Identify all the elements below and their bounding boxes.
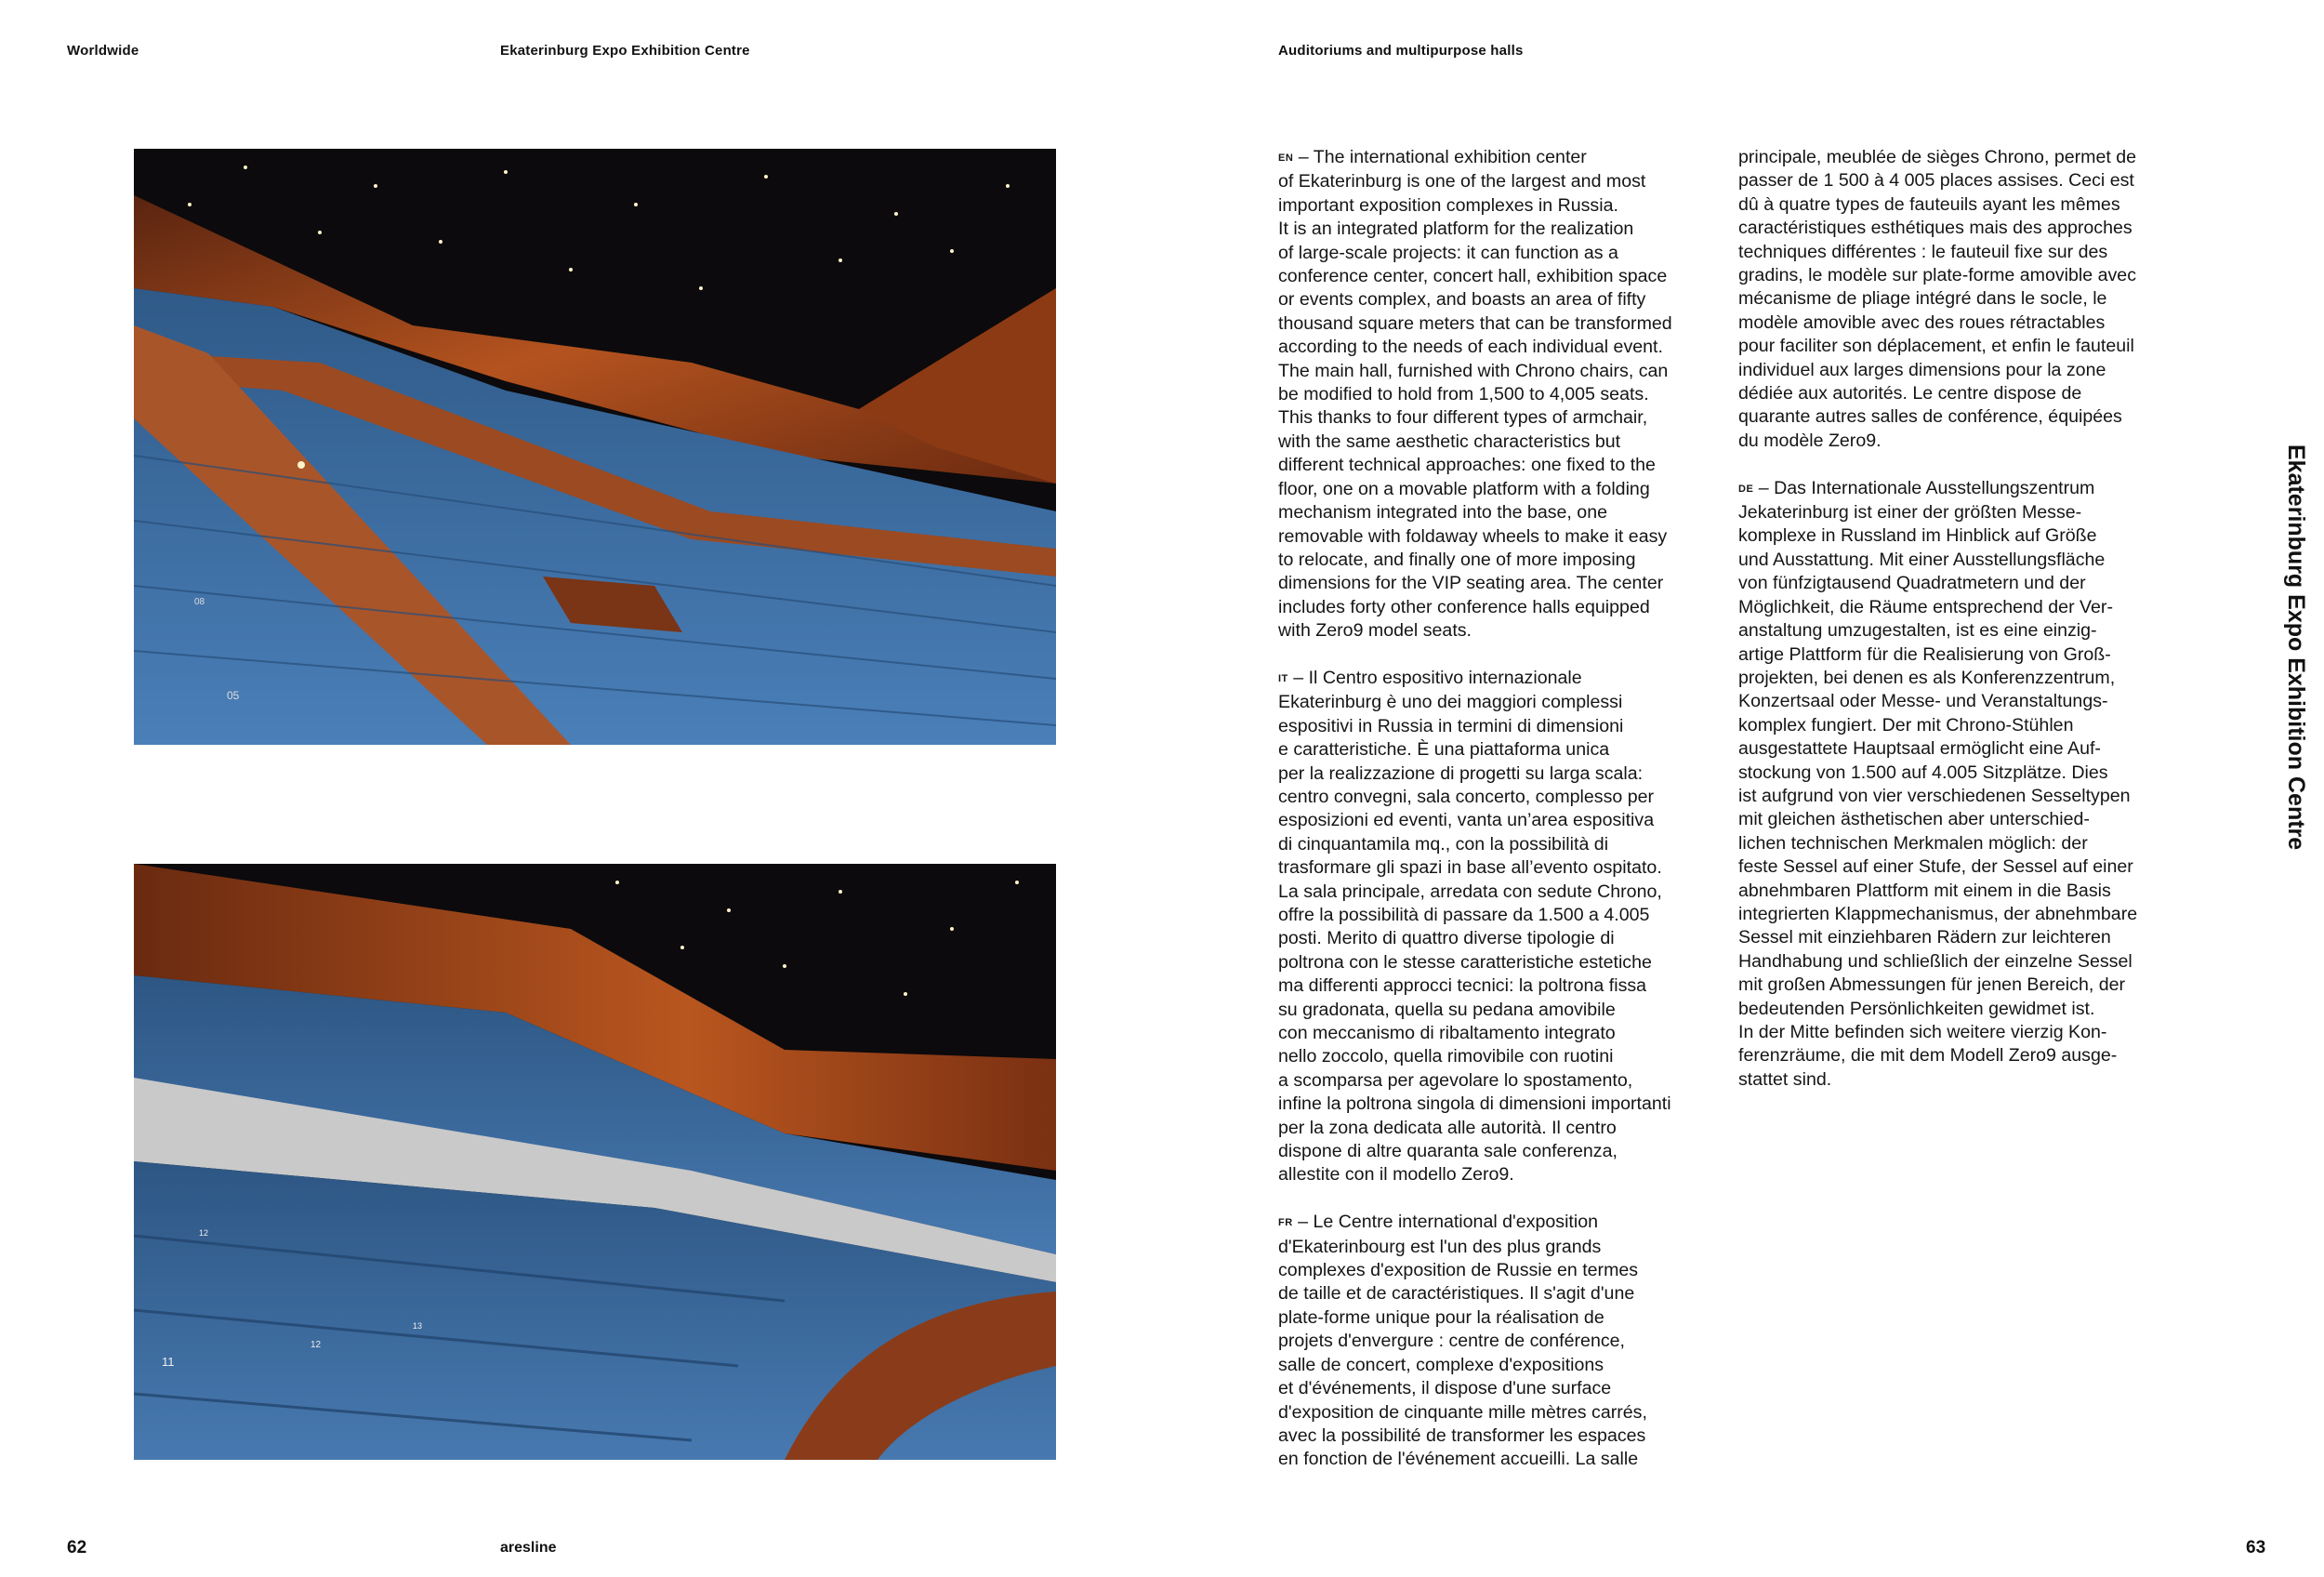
text-line	[1738, 572, 2185, 595]
text-line	[1278, 478, 1724, 501]
line-text: artige Plattform für die Realisierung von Groß-	[1738, 643, 2111, 665]
side-title-text: Ekaterinburg Expo Exhibition Centre	[2283, 444, 2309, 851]
text-line	[1278, 525, 1724, 549]
line-text: dispone di altre quaranta sale conferenza,	[1278, 1141, 1618, 1162]
line-text: – Il Centro espositivo internazionale	[1293, 667, 1582, 688]
text-line	[1738, 974, 2185, 997]
text-line	[1738, 359, 2185, 382]
line-text: poltrona con le stesse caratteristiche estetiche	[1278, 951, 1652, 973]
line-text: salle de concert, complexe d'expositions	[1278, 1354, 1604, 1375]
line-text: infine la poltrona singola di dimensioni importanti	[1278, 1093, 1671, 1115]
text-line	[1278, 1117, 1724, 1140]
text-line	[1278, 572, 1724, 595]
text-line	[1738, 524, 2185, 548]
text-line	[1738, 1021, 2185, 1044]
auditorium-photo-2	[134, 864, 1056, 1460]
text-line	[1278, 619, 1724, 643]
page-number-right: 63	[2246, 1538, 2266, 1557]
line-text: allestite con il modello Zero9.	[1278, 1164, 1514, 1186]
language-tag: IT	[1278, 672, 1288, 684]
text-line	[1278, 1282, 1724, 1305]
line-text: en fonction de l'événement accueilli. La salle	[1278, 1449, 1639, 1470]
line-text: Jekaterinburg ist einer der größten Messe-	[1738, 502, 2082, 523]
line-text: gradins, le modèle sur plate-forme amovible avec	[1738, 265, 2137, 286]
text-line	[1278, 1093, 1724, 1116]
text-line	[1738, 596, 2185, 619]
line-text: In der Mitte befinden sich weitere vierzig Kon-	[1738, 1022, 2107, 1043]
line-text: floor, one on a movable platform with a folding	[1278, 478, 1650, 499]
line-text: according to the needs of each individual event.	[1278, 337, 1663, 358]
line-text: Handhabung und schließlich der einzelne Sessel	[1738, 950, 2133, 972]
line-text: espositivi in Russia in termini di dimensioni	[1278, 715, 1624, 736]
text-line	[1278, 194, 1724, 218]
line-text: anstaltung umzugestalten, ist es eine einzig-	[1738, 620, 2097, 642]
text-line	[1738, 619, 2185, 643]
line-text: La sala principale, arredata con sedute Chrono,	[1278, 881, 1662, 902]
text-line	[1278, 1401, 1724, 1425]
line-text: komplex fungiert. Der mit Chrono-Stühlen	[1738, 714, 2074, 735]
running-title-left: Ekaterinburg Expo Exhibition Centre	[500, 43, 750, 59]
paragraph-it	[1278, 667, 1724, 1187]
text-line	[1738, 785, 2185, 808]
text-line	[1278, 786, 1724, 809]
line-text: dû à quatre types de fauteuils ayant les mêmes	[1738, 193, 2120, 215]
text-line	[1738, 762, 2185, 785]
text-line	[1738, 1068, 2185, 1092]
line-text: su gradonata, quella su pedana amovibile	[1278, 999, 1616, 1020]
text-column-2	[1738, 146, 2185, 1116]
line-text: offre la possibilità di passare da 1.500 a 4.005	[1278, 904, 1650, 925]
text-line	[1278, 951, 1724, 974]
line-text: modèle amovible avec des roues rétractables	[1738, 311, 2106, 333]
line-text: d'Ekaterinbourg est l'un des plus grands	[1278, 1236, 1602, 1257]
text-line	[1278, 904, 1724, 927]
line-text: dimensions for the VIP seating area. The center	[1278, 573, 1664, 594]
text-line	[1738, 169, 2185, 192]
line-text: of large-scale projects: it can function as a	[1278, 242, 1618, 263]
text-line	[1278, 383, 1724, 406]
text-line	[1738, 477, 2185, 501]
line-text: du modèle Zero9.	[1738, 430, 1882, 451]
text-line	[1278, 1236, 1724, 1259]
line-text: different technical approaches: one fixed to the	[1278, 455, 1656, 476]
text-line	[1278, 667, 1724, 691]
text-line	[1738, 241, 2185, 264]
line-text: – Das Internationale Ausstellungszentrum	[1758, 477, 2095, 498]
line-text: feste Sessel auf einer Stufe, der Sessel auf einer	[1738, 856, 2133, 878]
seat-number: 13	[413, 1321, 423, 1331]
line-text: di cinquantamila mq., con la possibilità di	[1278, 833, 1609, 855]
text-line	[1278, 1259, 1724, 1282]
text-line	[1738, 880, 2185, 903]
language-tag: FR	[1278, 1217, 1293, 1229]
line-text: – Le Centre international d'exposition	[1298, 1212, 1599, 1233]
text-line	[1278, 312, 1724, 336]
line-text: Sessel mit einziehbaren Rädern zur leichteren	[1738, 927, 2111, 948]
line-text: passer de 1 500 à 4 005 places assises. Ceci est	[1738, 170, 2134, 192]
text-line	[1278, 1022, 1724, 1045]
line-text: techniques différentes : le fauteuil fixe sur des	[1738, 241, 2108, 262]
text-line	[1738, 690, 2185, 713]
text-line	[1738, 998, 2185, 1021]
text-line	[1738, 832, 2185, 855]
text-line	[1278, 1045, 1724, 1068]
text-line	[1278, 288, 1724, 311]
text-line	[1278, 501, 1724, 524]
page-number-left: 62	[67, 1538, 87, 1557]
text-line	[1278, 1163, 1724, 1186]
text-line	[1738, 714, 2185, 737]
line-text: with the same aesthetic characteristics but	[1278, 431, 1621, 452]
text-line	[1278, 691, 1724, 714]
line-text: Konzertsaal oder Messe- und Veranstaltungs-	[1738, 691, 2108, 712]
line-text: thousand square meters that can be transformed	[1278, 312, 1672, 334]
line-text: ferenzräume, die mit dem Modell Zero9 ausge-	[1738, 1045, 2118, 1067]
text-line	[1278, 1330, 1724, 1353]
text-line	[1738, 667, 2185, 690]
line-text: This thanks to four different types of armchair,	[1278, 407, 1648, 429]
line-text: e caratteristiche. È una piattaforma unica	[1278, 739, 1610, 761]
text-line	[1738, 146, 2185, 169]
text-line	[1278, 1448, 1724, 1471]
text-line	[1278, 454, 1724, 477]
line-text: mit gleichen ästhetischen aber unterschied-	[1738, 809, 2090, 830]
line-text: plate-forme unique pour la réalisation de	[1278, 1306, 1604, 1328]
line-text: individuel aux larges dimensions pour la zone	[1738, 359, 2106, 380]
line-text: integrierten Klappmechanismus, der abnehmbare	[1738, 903, 2138, 924]
text-line	[1738, 382, 2185, 405]
line-text: principale, meublée de sièges Chrono, permet de	[1738, 147, 2137, 167]
line-text: a scomparsa per agevolare lo spostamento,	[1278, 1069, 1633, 1091]
line-text: Ekaterinburg è uno dei maggiori complessi	[1278, 692, 1623, 713]
text-line	[1278, 360, 1724, 383]
text-line	[1278, 715, 1724, 738]
section-label-right: Auditoriums and multipurpose halls	[1278, 43, 1524, 59]
text-line	[1278, 856, 1724, 880]
line-text: de taille et de caractéristiques. Il s'agit d'une	[1278, 1283, 1635, 1305]
text-line	[1278, 927, 1724, 950]
text-line	[1278, 406, 1724, 430]
auditorium-photo-1	[134, 149, 1056, 745]
seat-number: 12	[310, 1340, 322, 1350]
line-text: ist aufgrund von vier verschiedenen Sesseltypen	[1738, 785, 2131, 806]
text-line	[1738, 287, 2185, 311]
line-text: conference center, concert hall, exhibition space	[1278, 266, 1668, 287]
text-line	[1738, 311, 2185, 335]
text-line	[1278, 1211, 1724, 1235]
line-text: bedeutenden Persönlichkeiten gewidmet ist.	[1738, 998, 2095, 1019]
text-line	[1278, 431, 1724, 454]
paragraph-en	[1278, 146, 1724, 643]
text-line	[1278, 738, 1724, 762]
text-line	[1278, 809, 1724, 832]
line-text: or events complex, and boasts an area of fifty	[1278, 289, 1646, 311]
line-text: komplexe in Russland im Hinblick auf Größe	[1738, 525, 2097, 547]
text-line	[1738, 501, 2185, 524]
line-text: esposizioni ed eventi, vanta un’area espositiva	[1278, 810, 1655, 831]
text-line	[1738, 1044, 2185, 1067]
text-line	[1278, 336, 1724, 359]
line-text: Möglichkeit, die Räume entsprechend der Ver-	[1738, 596, 2113, 617]
text-line	[1278, 1377, 1724, 1400]
text-line	[1738, 430, 2185, 453]
line-text: nello zoccolo, quella rimovibile con ruotini	[1278, 1046, 1614, 1067]
line-text: stockung von 1.500 auf 4.005 Sitzplätze. Dies	[1738, 762, 2108, 783]
text-line	[1278, 974, 1724, 998]
line-text: und Ausstattung. Mit einer Ausstellungsfläche	[1738, 549, 2106, 570]
line-text: to relocate, and finally one of more imposing	[1278, 549, 1636, 570]
line-text: mechanism integrated into the base, one	[1278, 502, 1607, 523]
line-text: The main hall, furnished with Chrono chairs, can	[1278, 360, 1669, 381]
line-text: dédiée aux autorités. Le centre dispose de	[1738, 383, 2082, 404]
text-line	[1278, 1140, 1724, 1163]
text-line	[1278, 881, 1724, 904]
line-text: It is an integrated platform for the realization	[1278, 219, 1634, 240]
text-line	[1278, 596, 1724, 619]
line-text: projekten, bei denen es als Konferenzzentrum,	[1738, 667, 2116, 688]
line-text: con meccanismo di ribaltamento integrato	[1278, 1023, 1616, 1044]
line-text: removable with foldaway wheels to make it easy	[1278, 525, 1668, 547]
text-line	[1278, 999, 1724, 1022]
line-text: ma differenti approcci tecnici: la poltrona fissa	[1278, 975, 1647, 997]
text-line	[1738, 643, 2185, 667]
line-text: – The international exhibition center	[1298, 147, 1587, 167]
paragraph-continued	[1738, 146, 2185, 453]
line-text: caractéristiques esthétiques mais des approches	[1738, 218, 2133, 239]
text-line	[1278, 762, 1724, 786]
paragraph-fr	[1278, 1211, 1724, 1471]
line-text: avec la possibilité de transformer les espaces	[1278, 1425, 1646, 1446]
line-text: important exposition complexes in Russia.	[1278, 194, 1618, 216]
text-line	[1278, 218, 1724, 241]
line-text: pour faciliter son déplacement, et enfin le fauteuil	[1738, 336, 2134, 357]
text-line	[1738, 405, 2185, 429]
seat-number: 05	[227, 689, 240, 702]
line-text: von fünfzigtausend Quadratmetern und der	[1738, 573, 2086, 594]
line-text: complexes d'exposition de Russie en termes	[1278, 1260, 1639, 1281]
text-line	[1738, 193, 2185, 217]
line-text: stattet sind.	[1738, 1068, 1832, 1090]
line-text: be modified to hold from 1,500 to 4,005 seats.	[1278, 384, 1649, 405]
text-line	[1278, 1354, 1724, 1377]
vertical-side-title	[2274, 444, 2311, 863]
line-text: mécanisme de pliage intégré dans le socle, le	[1738, 288, 2107, 310]
line-text: centro convegni, sala concerto, complesso per	[1278, 786, 1655, 807]
seat-number: 12	[199, 1228, 209, 1238]
text-line	[1278, 265, 1724, 288]
text-line	[1738, 855, 2185, 879]
seat-number: 11	[162, 1355, 175, 1369]
text-line	[1278, 146, 1724, 170]
text-line	[1738, 950, 2185, 974]
text-line	[1738, 335, 2185, 358]
language-tag: DE	[1738, 483, 1754, 495]
text-column-1	[1278, 146, 1724, 1495]
auditorium-side-illustration	[134, 864, 1056, 1460]
text-line	[1278, 1306, 1724, 1330]
text-line	[1738, 903, 2185, 926]
line-text: per la realizzazione di progetti su larga scala:	[1278, 762, 1644, 784]
seat-number: 08	[194, 597, 205, 607]
line-text: lichen technischen Merkmalen möglich: der	[1738, 832, 2088, 854]
text-line	[1278, 1069, 1724, 1093]
text-line	[1738, 217, 2185, 240]
line-text: abnehmbaren Plattform mit einem in die Basis	[1738, 880, 2111, 901]
text-line	[1738, 264, 2185, 287]
line-text: projets d'envergure : centre de conférence,	[1278, 1331, 1625, 1352]
line-text: ausgestattete Hauptsaal ermöglicht eine Auf-	[1738, 738, 2101, 760]
text-line	[1278, 549, 1724, 572]
line-text: per la zona dedicata alle autorità. Il centro	[1278, 1117, 1617, 1138]
text-line	[1278, 170, 1724, 193]
line-text: d'exposition de cinquante mille mètres carrés,	[1278, 1401, 1647, 1423]
text-line	[1278, 1425, 1724, 1448]
line-text: mit großen Abmessungen für jenen Bereich, der	[1738, 974, 2126, 996]
text-line	[1278, 833, 1724, 856]
line-text: includes forty other conference halls equipped	[1278, 596, 1650, 617]
line-text: posti. Merito di quattro diverse tipologie di	[1278, 928, 1615, 949]
brand-name: aresline	[500, 1540, 557, 1556]
text-line	[1738, 737, 2185, 761]
auditorium-upper-illustration	[134, 149, 1056, 745]
line-text: trasformare gli spazi in base all’evento ospitato.	[1278, 857, 1662, 879]
text-line	[1278, 242, 1724, 265]
language-tag: EN	[1278, 152, 1294, 164]
paragraph-de	[1738, 477, 2185, 1093]
section-label-left: Worldwide	[67, 43, 139, 59]
text-line	[1738, 808, 2185, 831]
line-text: et d'événements, il dispose d'une surface	[1278, 1378, 1612, 1399]
text-line	[1738, 926, 2185, 949]
line-text: of Ekaterinburg is one of the largest and most	[1278, 171, 1646, 192]
text-line	[1738, 549, 2185, 572]
line-text: with Zero9 model seats.	[1278, 620, 1472, 642]
line-text: quarante autres salles de conférence, équipées	[1738, 406, 2122, 428]
